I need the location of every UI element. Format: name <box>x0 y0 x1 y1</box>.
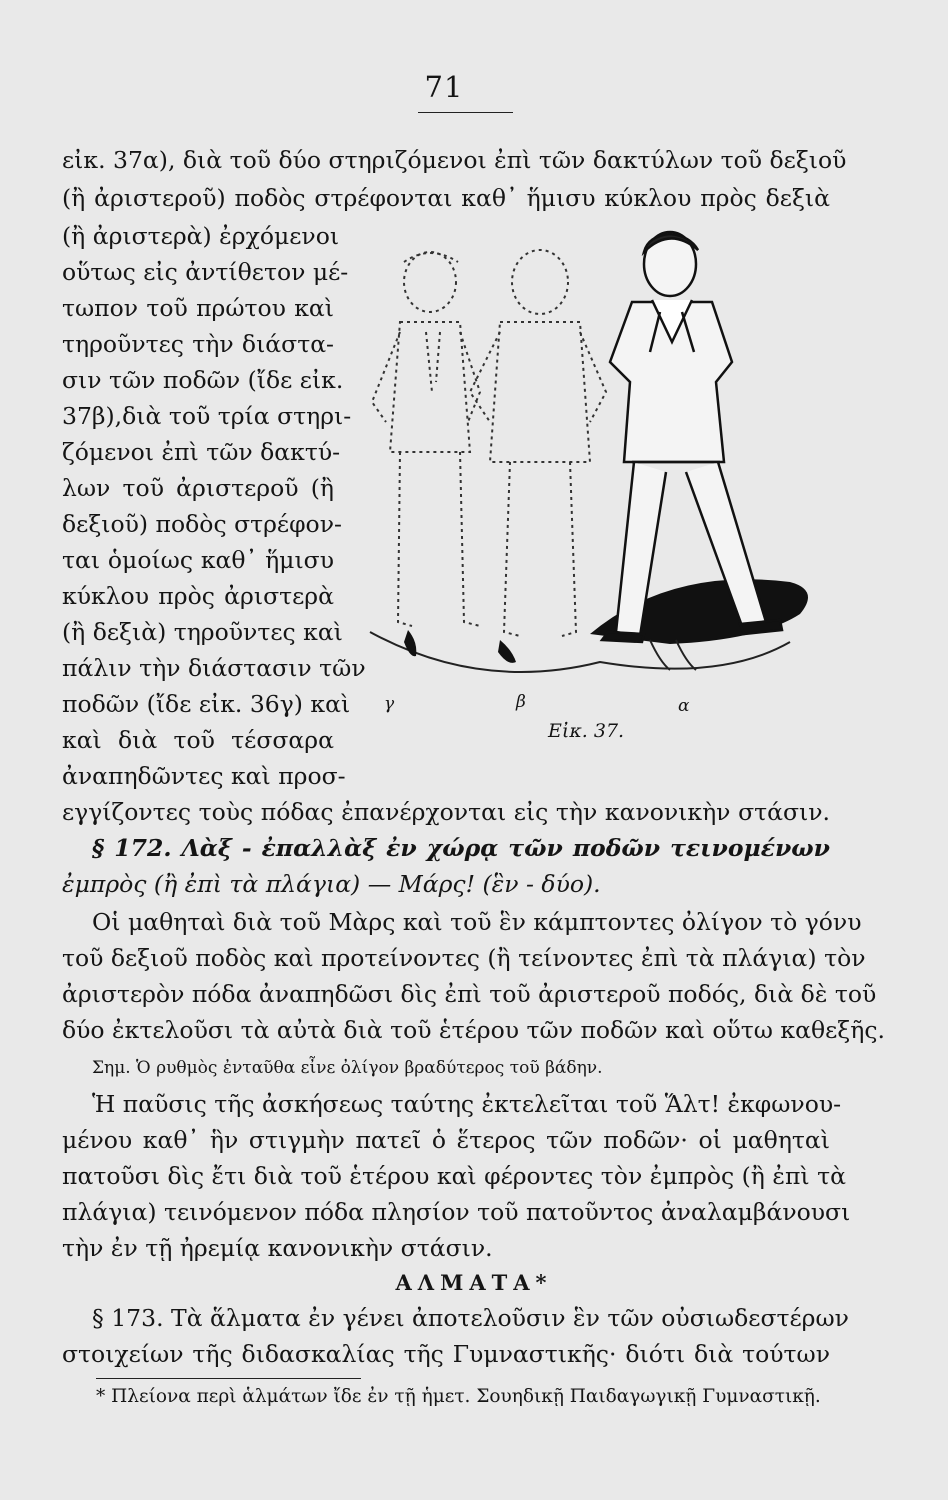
footprint-beta <box>498 640 516 663</box>
text-line: (ἢ ἀριστερὰ) ἐρχόμενοι <box>62 222 340 250</box>
text-line: λων τοῦ ἀριστεροῦ (ἢ <box>62 474 334 502</box>
text-line: κύκλου πρὸς ἀριστερὰ <box>62 582 334 610</box>
footprint-alpha <box>650 640 696 670</box>
footprint-gamma <box>404 630 416 656</box>
footnote: * Πλείονα περὶ ἁλμάτων ἴδε ἐν τῇ ἡμετ. Σουηδικῇ Παιδαγωγικῇ Γυμναστικῇ. <box>96 1386 821 1407</box>
text-line: πάλιν τὴν διάστασιν τῶν <box>62 654 366 682</box>
text-line: πατοῦσι δὶς ἔτι διὰ τοῦ ἑτέρου καὶ φέροντες τὸν ἐμπρὸς (ἢ ἐπὶ τὰ <box>62 1162 846 1190</box>
text-line: εἰκ. 37α), διὰ τοῦ δύο στηριζόμενοι ἐπὶ τῶν δακτύλων τοῦ δεξιοῦ <box>62 146 847 174</box>
text-line: οὕτως εἰς ἀντίθετον μέ- <box>62 258 349 286</box>
figure-label-gamma: γ <box>384 694 395 714</box>
footnote-rule <box>96 1378 361 1379</box>
text-line: ποδῶν (ἴδε εἰκ. 36γ) καὶ <box>62 690 351 718</box>
figure-caption: Εἰκ. 37. <box>548 720 625 742</box>
dotted-figure-beta <box>470 250 606 636</box>
text-line: ται ὁμοίως καθ᾽ ἥμισυ <box>62 546 334 574</box>
text-line: ζόμενοι ἐπὶ τῶν δακτύ- <box>62 438 341 466</box>
figure-label-beta: β <box>516 692 526 712</box>
text-line: (ἢ ἀριστεροῦ) ποδὸς στρέφονται καθ᾽ ἥμισυ κύκλου πρὸς δεξιὰ <box>62 184 830 212</box>
section-172-title-cont: ἐμπρὸς (ἢ ἐπὶ τὰ πλάγια) — Μάρς! (ἓν - δύο). <box>62 870 601 898</box>
note-line: Σημ. Ὁ ρυθμὸς ἐνταῦθα εἶνε ὀλίγον βραδύτερος τοῦ βάδην. <box>92 1058 603 1078</box>
text-line: σιν τῶν ποδῶν (ἴδε εἰκ. <box>62 366 344 394</box>
text-line: τηροῦντες τὴν διάστα- <box>62 330 334 358</box>
dotted-figure-gamma <box>372 252 480 626</box>
text-line: Οἱ μαθηταὶ διὰ τοῦ Μὰρς καὶ τοῦ ἓν κάμπτοντες ὀλίγον τὸ γόνυ <box>92 908 862 936</box>
figure-37-illustration <box>340 222 830 692</box>
page-number-rule <box>418 112 513 113</box>
text-line: δύο ἐκτελοῦσι τὰ αὐτὰ διὰ τοῦ ἑτέρου τῶν ποδῶν καὶ οὕτω καθεξῆς. <box>62 1016 885 1044</box>
figure-label-alpha: α <box>678 696 690 716</box>
text-line: ἀριστερὸν πόδα ἀναπηδῶσι δὶς ἐπὶ τοῦ ἀριστεροῦ ποδός, διὰ δὲ τοῦ <box>62 980 877 1008</box>
section-172-title: § 172. Λὰξ - ἐπαλλὰξ ἐν χώρᾳ τῶν ποδῶν τεινομένων <box>92 834 830 862</box>
text-line: Ἡ παῦσις τῆς ἀσκήσεως ταύτης ἐκτελεῖται τοῦ Ἅλτ! ἐκφωνου- <box>92 1090 842 1118</box>
text-line: στοιχείων τῆς διδασκαλίας τῆς Γυμναστικῆς· διότι διὰ τούτων <box>62 1340 830 1368</box>
text-line: πλάγια) τεινόμενον πόδα πλησίον τοῦ πατοῦντος ἀναλαμβάνουσι <box>62 1198 851 1226</box>
text-line: καὶ διὰ τοῦ τέσσαρα <box>62 726 334 754</box>
text-line: δεξιοῦ) ποδὸς στρέφον- <box>62 510 342 538</box>
figure-37 <box>340 222 830 716</box>
text-line: τοῦ δεξιοῦ ποδὸς καὶ προτείνοντες (ἢ τείνοντες ἐπὶ τὰ πλάγια) τὸν <box>62 944 866 972</box>
text-line: εγγίζοντες τοὺς πόδας ἐπανέρχονται εἰς τὴν κανονικὴν στάσιν. <box>62 798 830 826</box>
text-line: τωπον τοῦ πρώτου καὶ <box>62 294 334 322</box>
text-line: τὴν ἐν τῇ ἠρεμίᾳ κανονικὴν στάσιν. <box>62 1234 493 1262</box>
page-number: 71 <box>424 70 464 104</box>
text-line: ἀναπηδῶντες καὶ προσ- <box>62 762 346 790</box>
text-line: (ἢ δεξιὰ) τηροῦντες καὶ <box>62 618 343 646</box>
text-line: 37β),διὰ τοῦ τρία στηρι- <box>62 402 352 430</box>
text-line: § 173. Τὰ ἅλματα ἐν γένει ἀποτελοῦσιν ἓν τῶν οὐσιωδεστέρων <box>92 1304 849 1332</box>
text-line: μένου καθ᾽ ἣν στιγμὴν πατεῖ ὁ ἕτερος τῶν ποδῶν· οἱ μαθηταὶ <box>62 1126 830 1154</box>
section-heading: ΑΛΜΑΤΑ* <box>395 1270 553 1295</box>
